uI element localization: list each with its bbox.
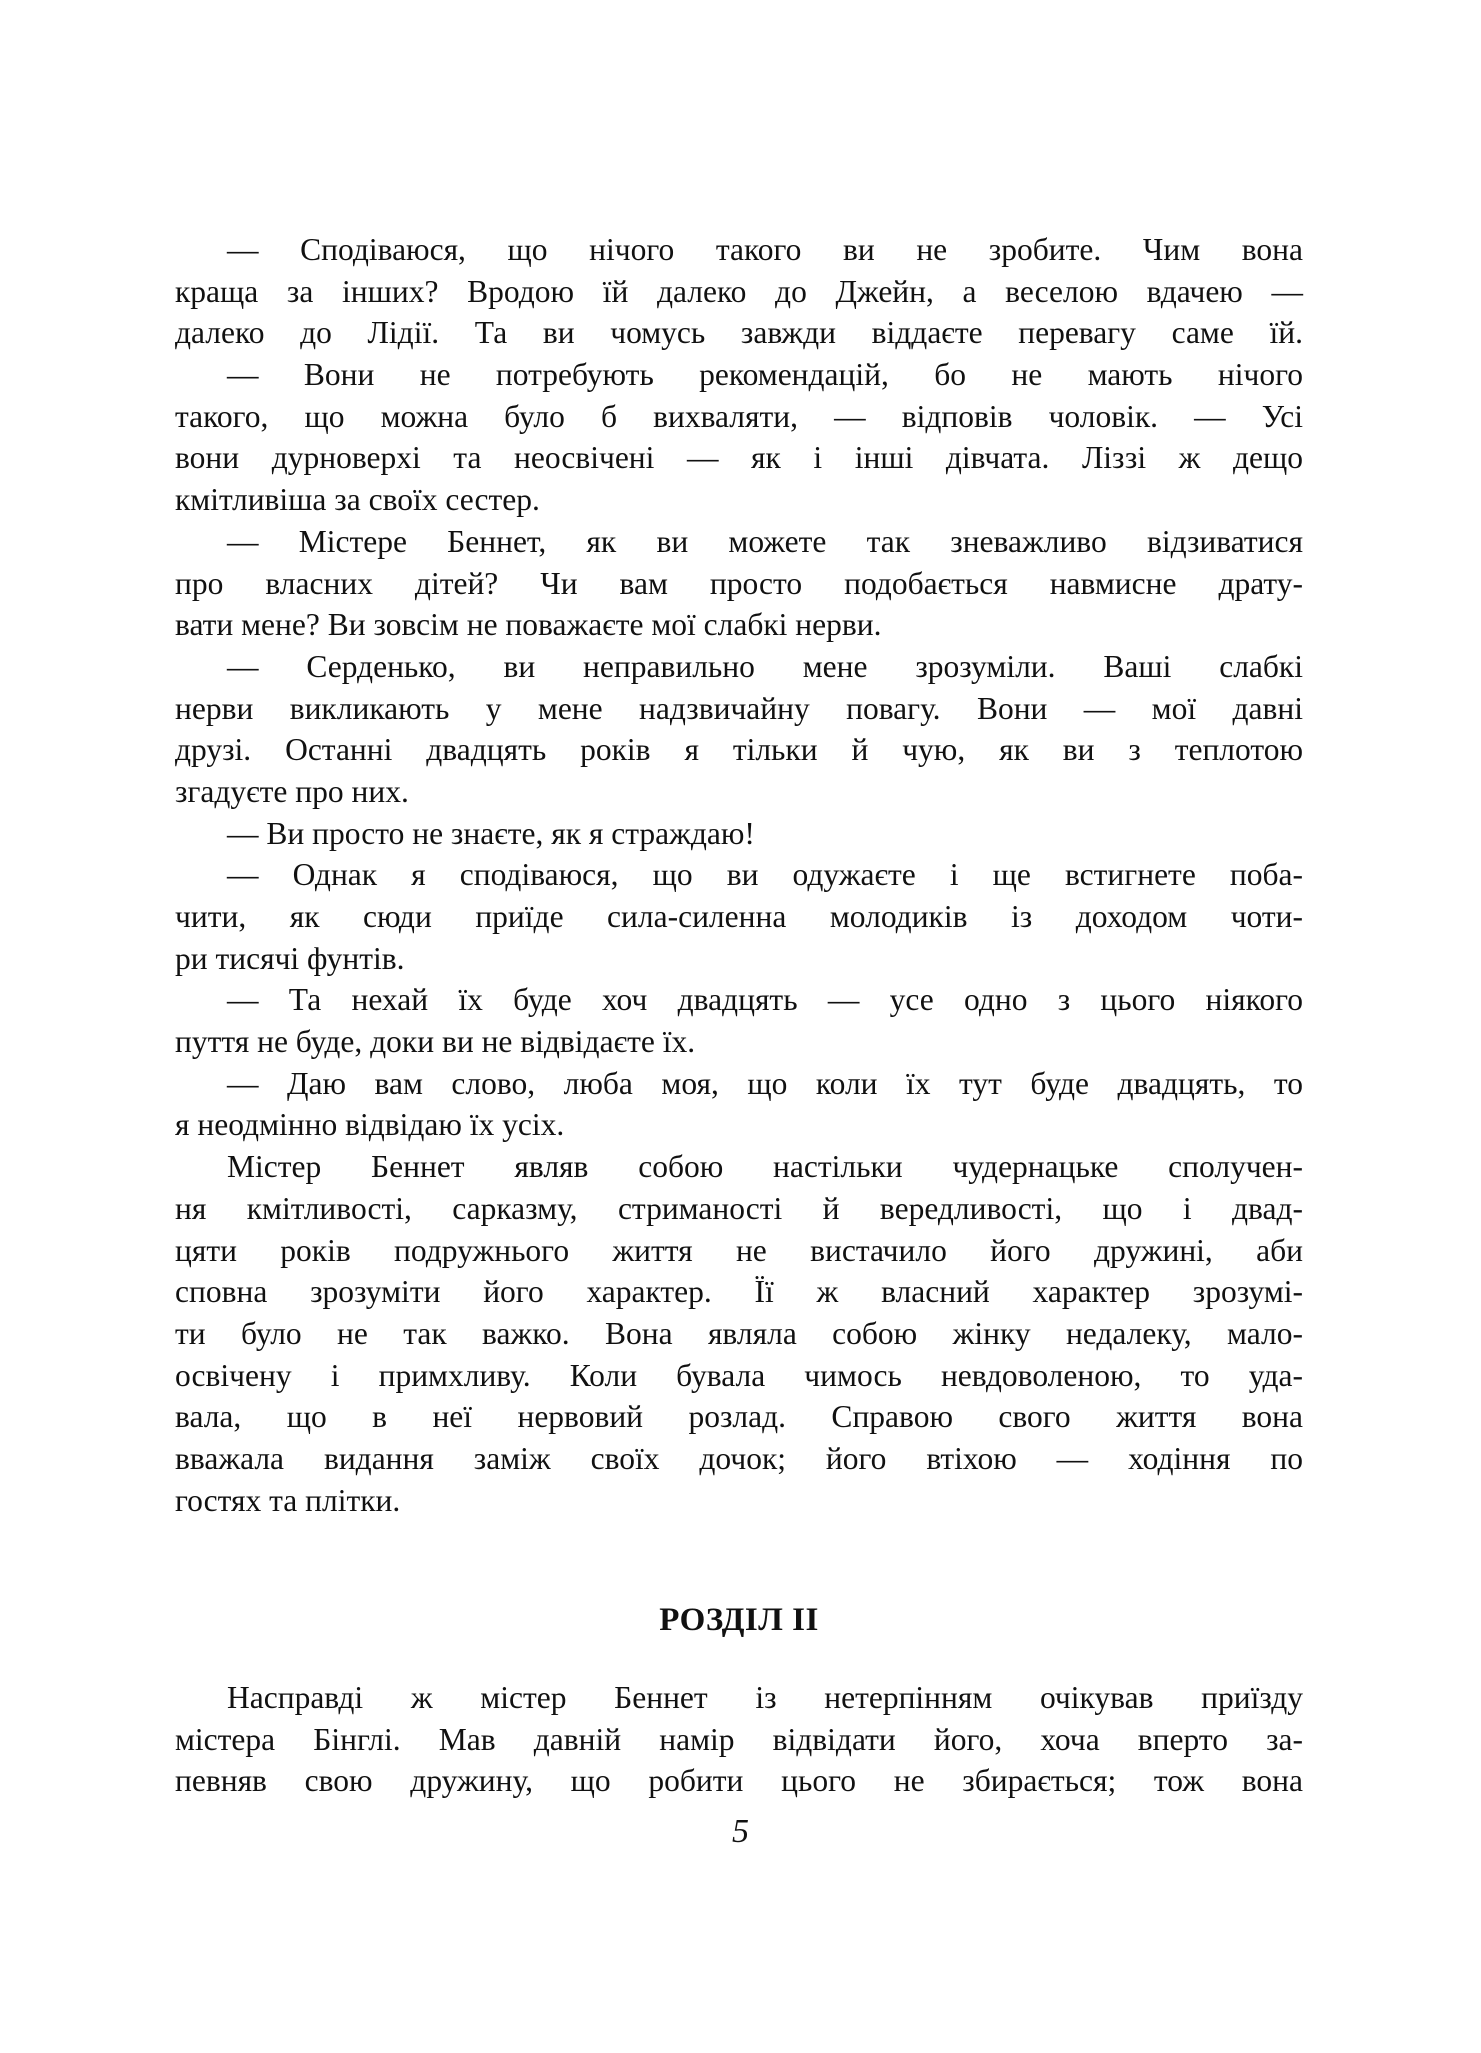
text-line: далеко до Лідії. Та ви чомусь завжди віддаєте перевагу саме їй. [175,315,1303,351]
text-line: — Однак я сподіваюся, що ви одужаєте і ще встигнете поба- [227,857,1303,893]
text-line: краща за інших? Вродою їй далеко до Джейн, а веселою вдачею — [175,273,1303,309]
text-line: — Та нехай їх буде хоч двадцять — усе одно з цього ніякого [227,982,1303,1018]
text-line: певняв свою дружину, що робити цього не збирається; тож вона [175,1763,1303,1799]
text-line: освічену і примхливу. Коли бувала чимось невдоволеною, то уда- [175,1357,1303,1393]
text-line: друзі. Останні двадцять років я тільки й чую, як ви з теплотою [175,732,1303,768]
text-line: цяти років подружнього життя не вистачило його дружині, аби [175,1232,1303,1268]
chapter-1-text [175,229,1303,1521]
page-number: 5 [732,1813,749,1850]
text-line: — Містере Беннет, як ви можете так зневажливо відзиватися [227,523,1303,559]
text-line: вала, що в неї нервовий розлад. Справою свого життя вона [175,1399,1303,1435]
text-line: кмітливіша за своїх сестер. [175,482,540,518]
text-line: — Сподіваюся, що нічого такого ви не зробите. Чим вона [227,232,1303,267]
text-line: я неодмінно відвідаю їх усіх. [175,1107,565,1143]
text-line: вони дурноверхі та неосвічені — як і інші дівчата. Ліззі ж дещо [175,440,1303,476]
text-line: — Вони не потребують рекомендацій, бо не мають нічого [227,357,1303,393]
text-line: Насправді ж містер Беннет із нетерпінням очікував приїзду [227,1680,1303,1715]
text-line: такого, що можна було б вихваляти, — відповів чоловік. — Усі [175,398,1303,434]
text-line: згадуєте про них. [175,773,409,809]
chapter-2-text [175,1677,1303,1802]
text-line: — Даю вам слово, люба моя, що коли їх тут буде двадцять, то [227,1065,1303,1101]
text-line: пуття не буде, доки ви не відвідаєте їх. [175,1024,696,1060]
text-line: містера Бінглі. Мав давній намір відвідати його, хоча вперто за- [175,1721,1303,1757]
chapter-heading: РОЗДІЛ II [659,1602,819,1638]
text-line: — Ви просто не знаєте, як я страждаю! [227,815,755,851]
text-line: нерви викликають у мене надзвичайну повагу. Вони — мої давні [175,690,1303,726]
text-line: чити, як сюди приїде сила-силенна молодиків із доходом чоти- [175,899,1303,934]
text-line: вважала видання заміж своїх дочок; його втіхою — ходіння по [175,1440,1303,1476]
text-line: про власних дітей? Чи вам просто подобається навмисне драту- [175,565,1303,601]
text-line: гостях та плітки. [175,1482,401,1518]
text-line: Містер Беннет являв собою настільки чудернацьке сполучен- [227,1149,1303,1185]
text-line: — Серденько, ви неправильно мене зрозуміли. Ваші слабкі [227,648,1303,684]
text-line: ти було не так важко. Вона являла собою жінку недалеку, мало- [175,1315,1303,1351]
text-line: сповна зрозуміти його характер. Її ж власний характер зрозумі- [175,1274,1303,1310]
text-line: вати мене? Ви зовсім не поважаєте мої слабкі нерви. [175,607,882,643]
text-line: ри тисячі фунтів. [175,940,405,976]
text-line: ня кмітливості, сарказму, стриманості й вередливості, що і двад- [175,1190,1303,1226]
